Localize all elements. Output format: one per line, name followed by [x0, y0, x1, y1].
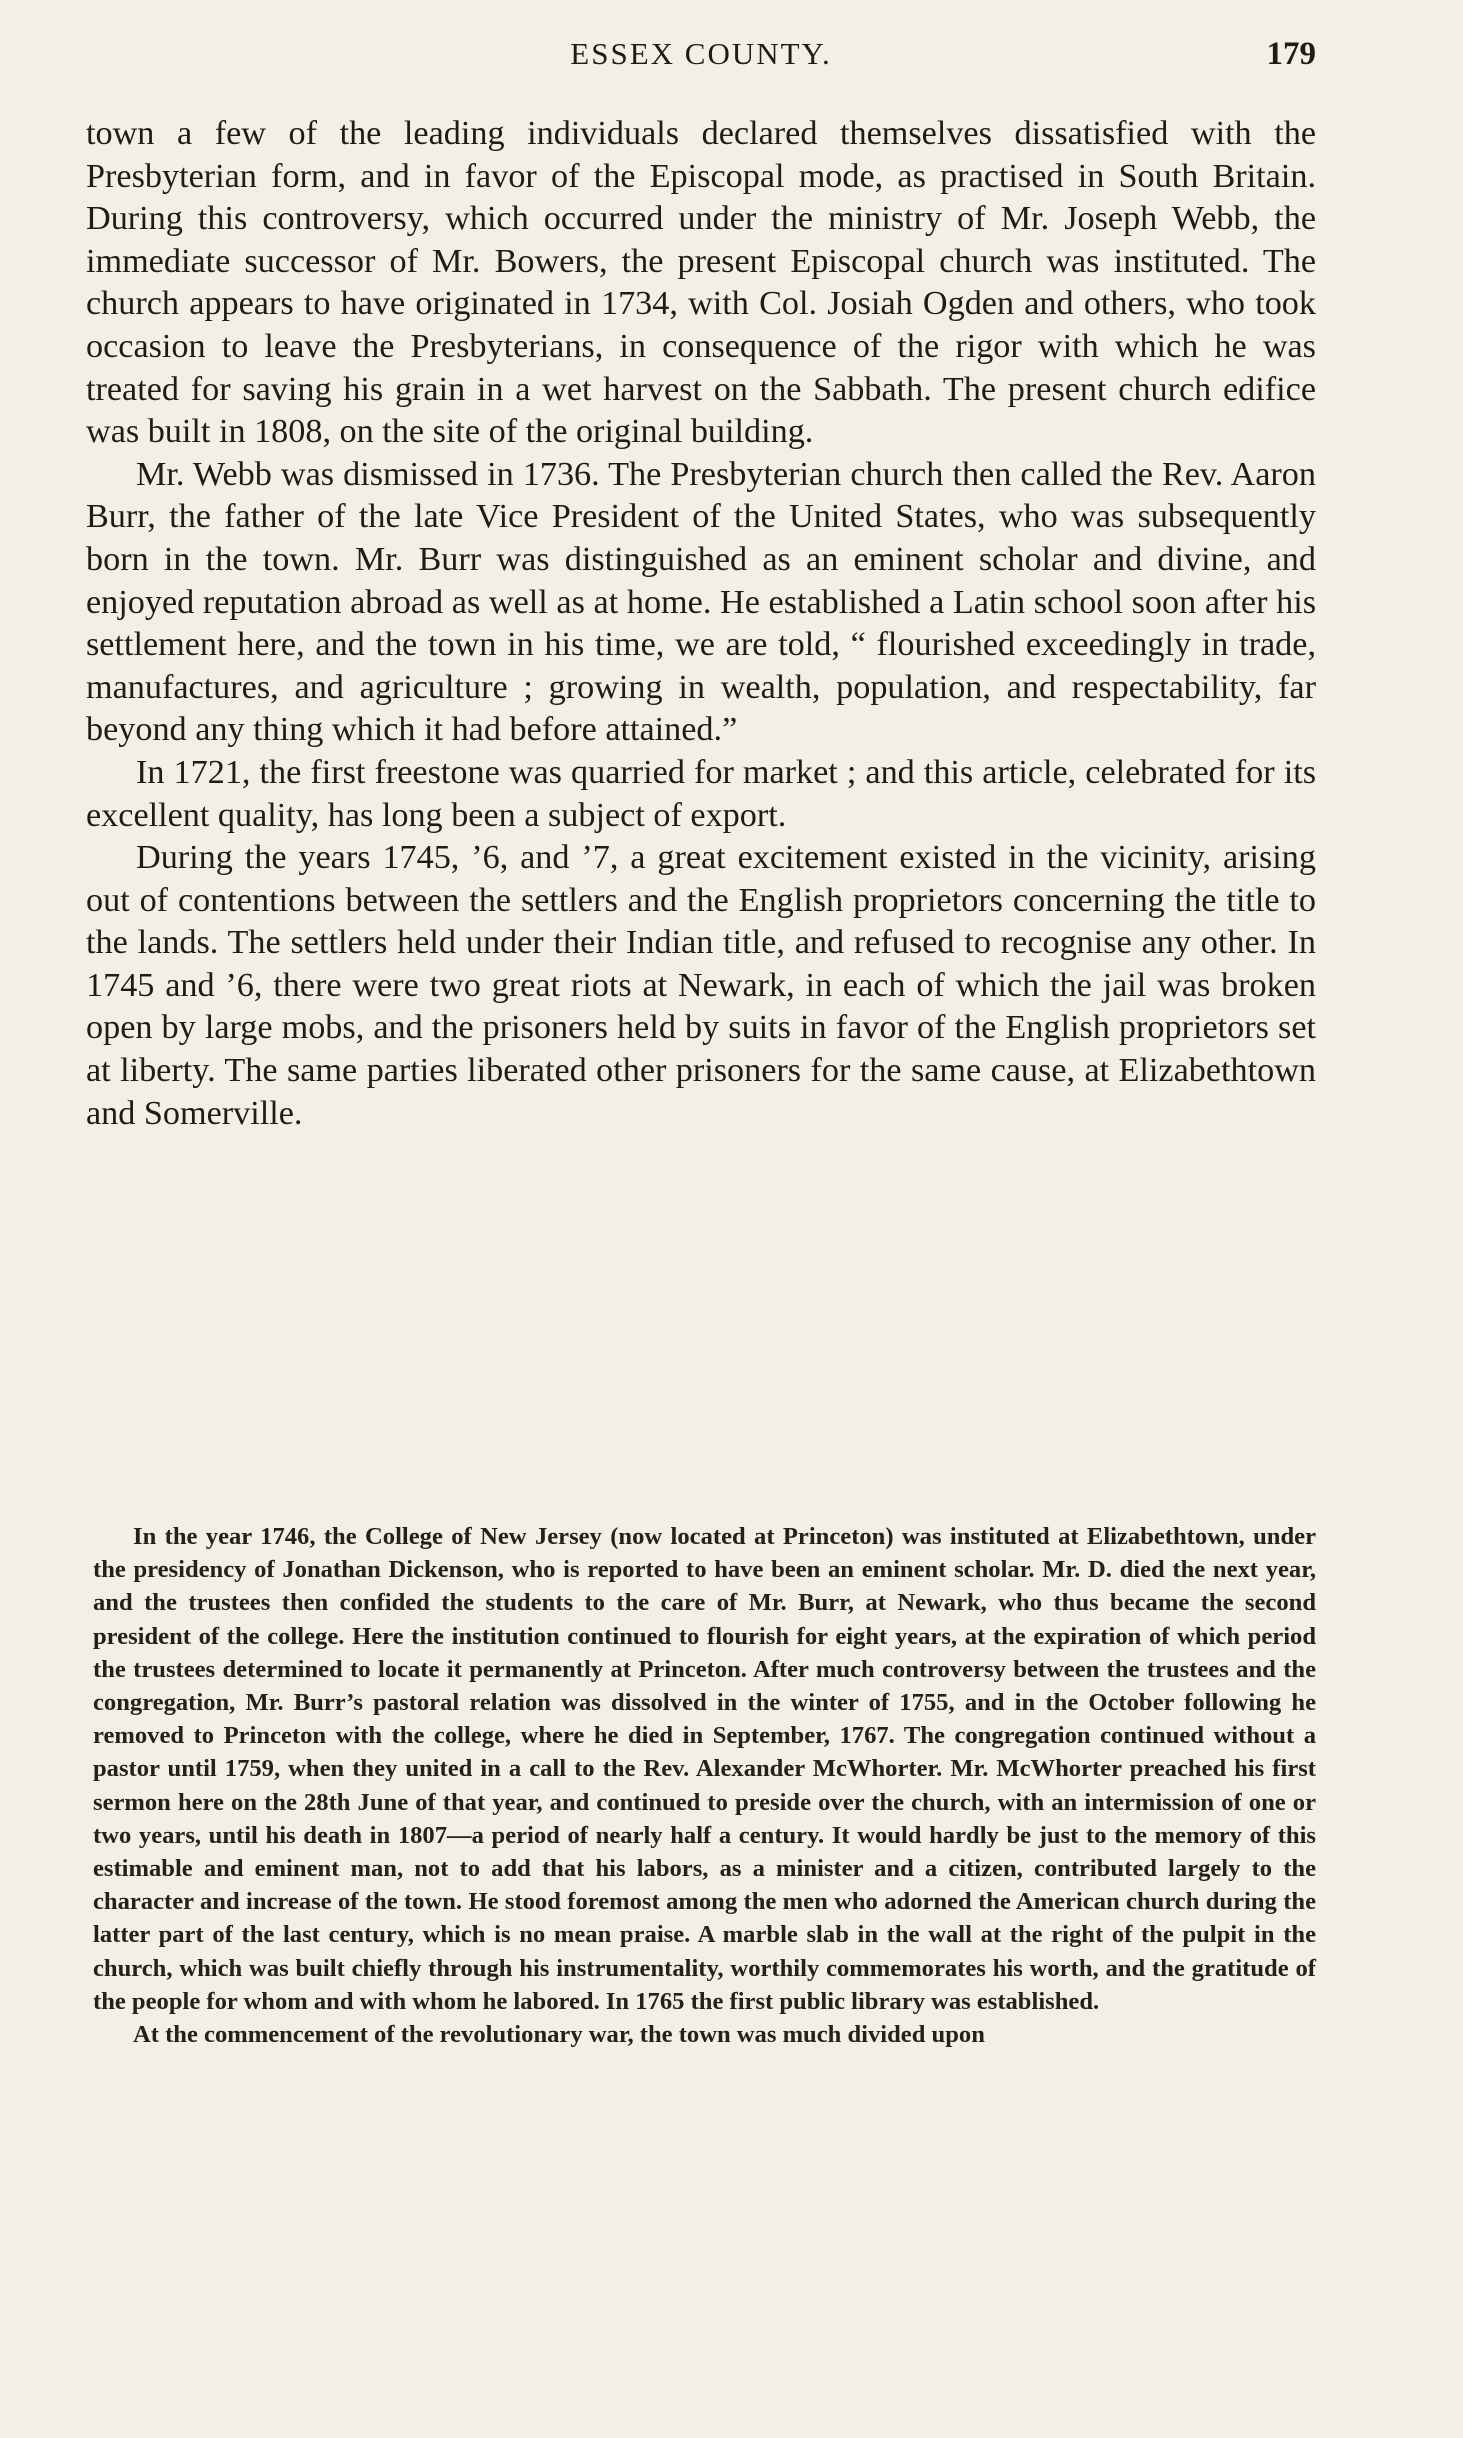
body-paragraph: In 1721, the first freestone was quarried for market ; and this article, celebrated for its excellent quality, has long been a subject of export. — [86, 753, 1316, 834]
small-print-paragraph: In the year 1746, the College of New Jersey (now located at Princeton) was instituted at Elizabethtown, under the presidency of Jonathan Dickenson, who is reported to have been an eminent scholar. Mr. D. died the next year, and the trustees then confided the students to the care of Mr. Burr, at Newark, who thus became the second president of the college. Here the institution continued to flourish for eight years, at the expiration of which period the trustees determined to locate it permanently at Princeton. After much controversy between the trustees and the congregation, Mr. Burr’s pastoral relation was dissolved in the winter of 1755, and in the October following he removed to Princeton with the college, where he died in September, 1767. The congregation continued without a pastor until 1759, when they united in a call to the Rev. Alexander McWhorter. Mr. McWhorter preached his first sermon here on the 28th June of that year, and continued to preside over the church, with an intermission of one or two years, until his death in 1807—a period of nearly half a century. It would hardly be just to the memory of this estimable and eminent man, not to add that his labors, as a minister and a citizen, contributed largely to the character and increase of the town. He stood foremost among the men who adorned the American church during the latter part of the last century, which is no mean praise. A marble slab in the wall at the right of the pulpit in the church, which was built chiefly through his instrumentality, worthily commemorates his worth, and the gratitude of the people for whom and with whom he labored. In 1765 the first public library was established. — [93, 1523, 1316, 2015]
body-paragraph: town a few of the leading individuals declared themselves dissatisfied with the Presbyterian form, and in favor of the Episcopal mode, as practised in South Britain. During this controversy, which occurred under the ministry of Mr. Joseph Webb, the immediate successor of Mr. Bowers, the present Episcopal church was instituted. The church appears to have originated in 1734, with Col. Josiah Ogden and others, who took occasion to leave the Presbyterians, in consequence of the rigor with which he was treated for saving his grain in a wet harvest on the Sabbath. The present church edifice was built in 1808, on the site of the original building. — [86, 115, 1316, 451]
small-print-paragraph: At the commencement of the revolutionary war, the town was much divided upon — [133, 2021, 985, 2049]
page-number: 179 — [1266, 36, 1316, 72]
body-paragraph: Mr. Webb was dismissed in 1736. The Presbyterian church then called the Rev. Aaron Burr, the father of the late Vice President of the United States, who was subsequently born in the town. Mr. Burr was distinguished as an eminent scholar and divine, and enjoyed reputation abroad as well as at home. He established a Latin school soon after his settlement here, and the town in his time, we are told, “ flourished exceedingly in trade, manufactures, and agriculture ; growing in wealth, population, and respectability, far beyond any thing which it had before attained.” — [86, 455, 1316, 749]
body-paragraph: During the years 1745, ’6, and ’7, a great excitement existed in the vicinity, arising out of contentions between the settlers and the English proprietors concerning the title to the lands. The settlers held under their Indian title, and refused to recognise any other. In 1745 and ’6, there were two great riots at Newark, in each of which the jail was broken open by large mobs, and the prisoners held by suits in favor of the English proprietors set at liberty. The same parties liberated other prisoners for the same cause, at Elizabethtown and Somerville. — [86, 839, 1316, 1132]
running-head — [86, 36, 1316, 86]
running-title: ESSEX COUNTY. — [570, 36, 832, 71]
small-print-section — [93, 1520, 1316, 2051]
main-text — [86, 113, 1316, 1135]
